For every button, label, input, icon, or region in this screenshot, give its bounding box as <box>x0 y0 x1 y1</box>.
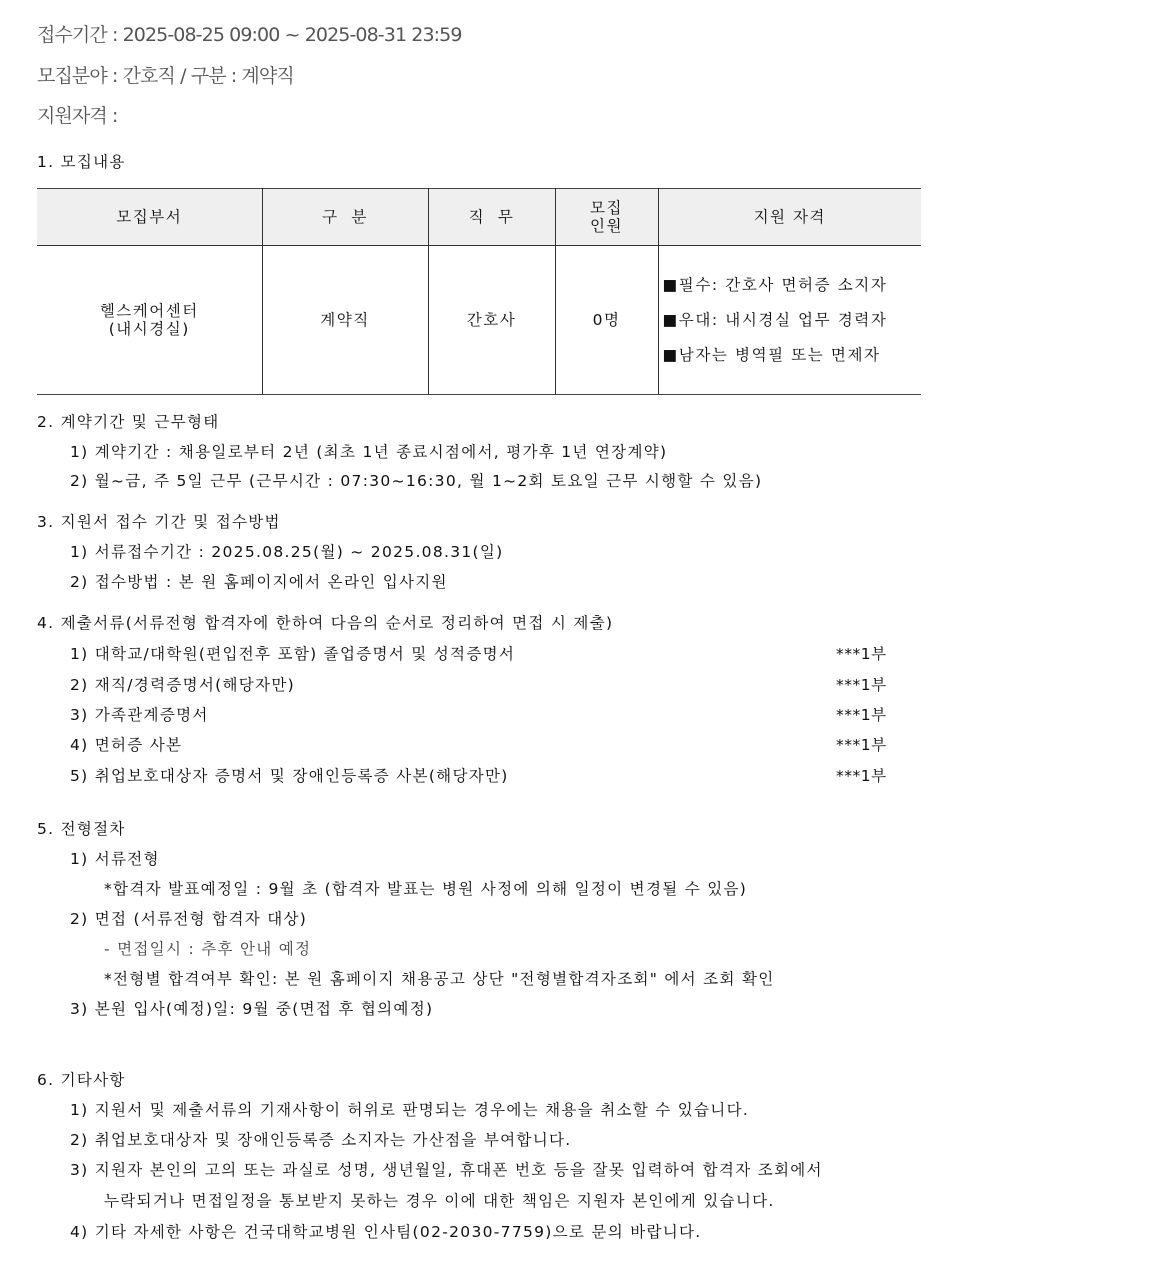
section-2-title: 2. 계약기간 및 근무형태 <box>37 413 220 431</box>
recruit-field: 모집분야 : 간호직 / 구분 : 계약직 <box>37 65 294 87</box>
header-qualification: 지원 자격 <box>658 189 921 246</box>
cell-qualifications <box>658 246 921 395</box>
section-6-title: 6. 기타사항 <box>37 1071 126 1089</box>
list-item: 3) 지원자 본인의 고의 또는 과실로 성명, 생년월일, 휴대폰 번호 등을 잘못 입력하여 합격자 조회에서 <box>70 1161 823 1179</box>
list-item: 1) 계약기간 : 채용일로부터 2년 (최초 1년 종료시점에서, 평가후 1년 연장계약) <box>70 443 668 461</box>
recruit-table <box>37 188 921 395</box>
document-item: 2) 재직/경력증명서(해당자만) <box>70 676 295 694</box>
list-item: 4) 기타 자세한 사항은 건국대학교병원 인사팀(02-2030-7759)으로 문의 바랍니다. <box>70 1223 702 1241</box>
cell-job: 간호사 <box>428 246 555 395</box>
section-5-title: 5. 전형절차 <box>37 820 126 838</box>
cell-count: 0명 <box>555 246 658 395</box>
list-item-note: *전형별 합격여부 확인: 본 원 홈페이지 채용공고 상단 "전형별합격자조회" 에서 조회 확인 <box>104 970 775 988</box>
list-item: 1) 서류접수기간 : 2025.08.25(월) ~ 2025.08.31(일) <box>70 543 504 561</box>
qualification-required: ■필수: 간호사 면허증 소지자 <box>662 275 888 294</box>
list-item: 2) 월~금, 주 5일 근무 (근무시간 : 07:30~16:30, 월 1~2회 토요일 근무 시행할 수 있음) <box>70 472 763 490</box>
header-dept: 모집부서 <box>37 189 262 246</box>
document-copies: ***1부 <box>836 676 887 694</box>
table-header-row <box>37 189 921 246</box>
cell-dept: 헬스케어센터 (내시경실) <box>37 246 262 395</box>
list-item-continuation: 누락되거나 면접일정을 통보받지 못하는 경우 이에 대한 책임은 지원자 본인에게 있습니다. <box>104 1192 775 1210</box>
section-4-title: 4. 제출서류(서류전형 합격자에 한하여 다음의 순서로 정리하여 면접 시 제출) <box>37 614 614 632</box>
list-item: 2) 접수방법 : 본 원 홈페이지에서 온라인 입사지원 <box>70 573 448 591</box>
list-item: 1) 서류전형 <box>70 850 160 868</box>
document-copies: ***1부 <box>836 645 887 663</box>
document-copies: ***1부 <box>836 736 887 754</box>
document-item: 5) 취업보호대상자 증명서 및 장애인등록증 사본(해당자만) <box>70 767 509 785</box>
header-count: 모집 인원 <box>555 189 658 246</box>
document-item: 1) 대학교/대학원(편입전후 포함) 졸업증명서 및 성적증명서 <box>70 645 516 663</box>
section-3-title: 3. 지원서 접수 기간 및 접수방법 <box>37 513 281 531</box>
header-job: 직 무 <box>428 189 555 246</box>
document-copies: ***1부 <box>836 767 887 785</box>
list-item: 2) 취업보호대상자 및 장애인등록증 소지자는 가산점을 부여합니다. <box>70 1131 572 1149</box>
document-item: 4) 면허증 사본 <box>70 736 183 754</box>
document-copies: ***1부 <box>836 706 887 724</box>
section-1-title: 1. 모집내용 <box>37 153 126 171</box>
list-item: 3) 본원 입사(예정)일: 9월 중(면접 후 협의예정) <box>70 1000 434 1018</box>
list-item: 1) 지원서 및 제출서류의 기재사항이 허위로 판명되는 경우에는 채용을 취소할 수 있습니다. <box>70 1101 750 1119</box>
application-period: 접수기간 : 2025-08-25 09:00 ~ 2025-08-31 23:59 <box>37 24 462 46</box>
list-item-note: *합격자 발표예정일 : 9월 초 (합격자 발표는 병원 사정에 의해 일정이 변경될 수 있음) <box>104 880 748 898</box>
document-item: 3) 가족관계증명서 <box>70 706 209 724</box>
qualification-military: ■남자는 병역필 또는 면제자 <box>662 345 881 364</box>
qualification-preferred: ■우대: 내시경실 업무 경력자 <box>662 310 888 329</box>
list-item: 2) 면접 (서류전형 합격자 대상) <box>70 910 308 928</box>
qualification-label: 지원자격 : <box>37 105 118 127</box>
cell-type: 계약직 <box>262 246 428 395</box>
list-item-note: - 면접일시 : 추후 안내 예정 <box>104 940 312 958</box>
table-row <box>37 246 921 395</box>
header-type: 구 분 <box>262 189 428 246</box>
